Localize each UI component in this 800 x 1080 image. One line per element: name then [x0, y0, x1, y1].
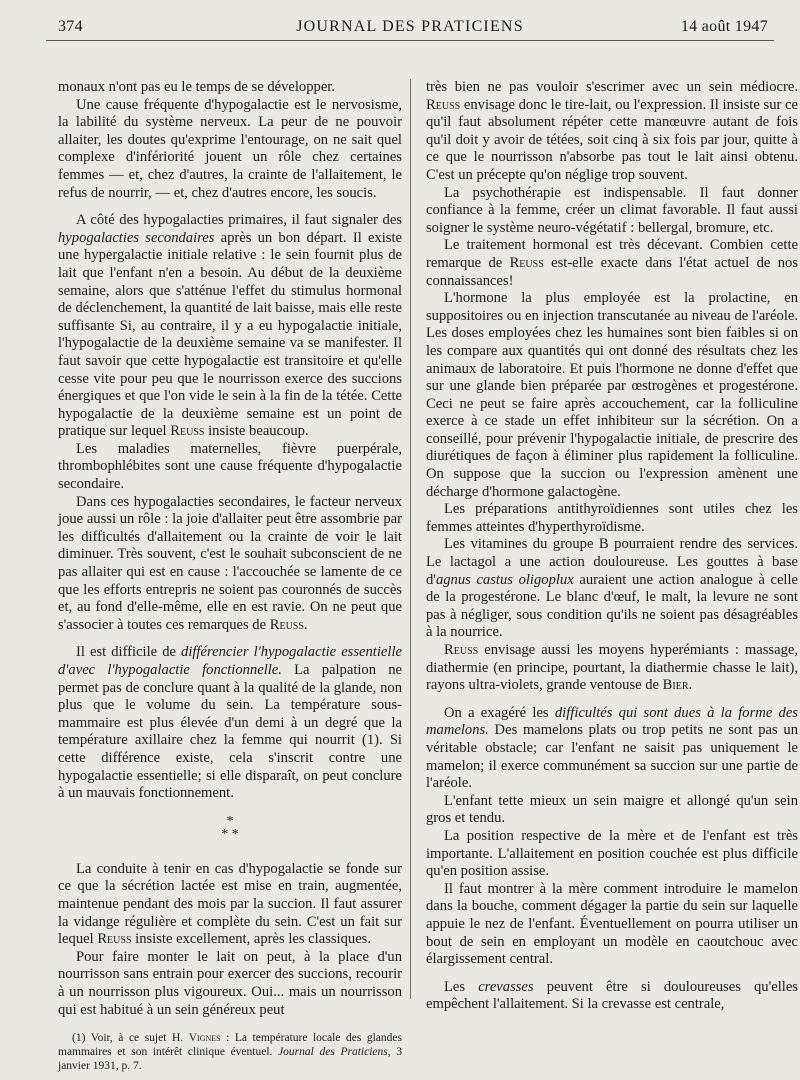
paragraph: A côté des hypogalacties primaires, il faut signaler des hypogalacties secondaires après un bon départ. Il existe une hypergalactie initiale relative : le sein fournit plus de lait que l'enfant n'en a besoin. Au début de la deuxième semaine, alors que s'atténue l'effet du stimulus hormonal de déclenchement, la quantité de lait baisse, mais elle reste suffisante Si, au contraire, il y a eu hypogalactie initiale, l'hypogalactie de la deuxième semaine va se manifester. Il faut savoir que cette hypogalactie est transitoire et qu'elle cesse vite pour peu que le nourrisson exerce des succions énergiques et que l'on vide le sein à la fin de la tétée. Cette hypogalactie de la deuxième semaine est un point de pratique sur lequel Reuss insiste beaucoup.	[58, 212, 402, 440]
paragraph: très bien ne pas vouloir s'escrimer avec un sein médiocre. Reuss envisage donc le tire-lait, ou l'expression. Il insiste sur ce qu'il faut absolument répéter cette manœuvre autant de fois qu'il doit y avoir de tétées, soit cinq à six fois par jour, quitte à ce que le nourrisson n'absorbe pas tout le lait ainsi obtenu. C'est un précepte qu'on néglige trop souvent.	[426, 79, 798, 183]
running-header	[46, 16, 774, 41]
column-divider	[410, 79, 411, 999]
paragraph: La psychothérapie est indispensable. Il faut donner confiance à la femme, créer un climat favorable. Il faut aussi soigner le système neuro-végétatif : bellergal, bromure, etc.	[426, 184, 798, 236]
right-column	[426, 79, 798, 1014]
issue-date: 14 août 1947	[680, 18, 768, 35]
paragraph: La conduite à tenir en cas d'hypogalactie se fonde sur ce que la sécrétion lactée est mise en train, augmentée, maintenue pendant des mois par la succion. Il faut assurer la vidange régulière et complète du sein. C'est un fait sur lequel Reuss insiste excellement, après les classiques.	[58, 860, 402, 948]
emphasis: crevasses	[478, 978, 534, 995]
paragraph: La position respective de la mère et de l'enfant est très importante. L'allaitement en position couchée est plus difficile qu'en position assise.	[426, 827, 798, 880]
paragraph: Les crevasses peuvent être si douloureuses qu'elles empêchent l'allaitement. Si la crevasse est centrale,	[426, 978, 798, 1013]
paragraph: Dans ces hypogalacties secondaires, le facteur nerveux joue aussi un rôle : la joie d'allaiter peut être assombrie par les difficultés d'allaitement ou la crainte de voir le lait diminuer. Très souvent, c'est le souhait subconscient de ne pas allaiter qui est en cause : l'accouchée se lamente de ce que les efforts entrepris ne soient pas couronnés de succès et, au fond d'elle-même, elle en est ravie. On ne peut que s'associer à toutes ces remarques de Reuss.	[58, 493, 402, 633]
section-separator: * * *	[221, 813, 239, 842]
paragraph: Le traitement hormonal est très décevant. Combien cette remarque de Reuss est-elle exacte dans l'état actuel de nos connaissances!	[426, 237, 798, 289]
left-column	[58, 79, 402, 1073]
author-name: Bier.	[662, 677, 693, 694]
paragraph: monaux n'ont pas eu le temps de se développer.	[58, 79, 336, 95]
author-name: Reuss	[426, 96, 461, 113]
author-name: Reuss	[444, 642, 479, 658]
author-name: Reuss	[170, 423, 205, 440]
paragraph: Reuss envisage aussi les moyens hyperémiants : massage, diathermie (en principe, pourtant, la diathermie chasse le lait), rayons ultra-violets, grande ventouse de Bier.	[426, 642, 798, 694]
page-number: 374	[58, 18, 83, 35]
paragraph: Les maladies maternelles, fièvre puerpérale, thrombophlébites sont une cause fréquente d'hypogalactie secondaire.	[58, 440, 402, 493]
journal-title: JOURNAL DES PRATICIENS	[296, 18, 524, 35]
emphasis: agnus castus oligoplux	[435, 571, 574, 588]
author-name: Reuss	[97, 931, 132, 948]
emphasis: hypogalacties secondaires	[58, 229, 215, 246]
footnote: (1) Voir, à ce sujet H. Vignes : La température locale des glandes mammaires et son intérêt clinique éventuel. Journal des Praticiens, 3 janvier 1931, p. 7.	[58, 1032, 403, 1073]
paragraph: Les préparations antithyroïdiennes sont utiles chez les femmes atteintes d'hyperthyroïdisme.	[426, 501, 798, 535]
paragraph: On a exagéré les difficultés qui sont dues à la forme des mamelons. Des mamelons plats ou trop petits ne sont pas un véritable obstacle; car l'enfant ne saisit pas uniquement le mamelon; il exerce communément sa succion sur une partie de l'aréole.	[426, 704, 798, 792]
paragraph: Une cause fréquente d'hypogalactie est le nervosisme, la labilité du système nerveux. La peur de ne pouvoir allaiter, les doutes qu'exprime l'entourage, on ne sait quel complexe d'infériorité jouent un rôle chez certaines femmes — et, chez d'autres, la crainte de l'allaitement, le refus de nourrir, — et, chez d'autres encore, les soucis.	[58, 96, 402, 201]
author-name: Reuss.	[269, 616, 308, 633]
journal-reference: Journal des Praticiens,	[278, 1046, 391, 1059]
paragraph: Il faut montrer à la mère comment introduire le mamelon dans la bouche, comment dégager la partie du sein sur laquelle appuie le nez de l'enfant. Éventuellement on pourra utiliser un bout de sein en employant un modèle en caoutchouc avec élargissement central.	[426, 880, 798, 968]
paragraph: L'enfant tette mieux un sein maigre et allongé qu'un sein gros et tendu.	[426, 792, 798, 827]
author-name: Vignes	[188, 1032, 221, 1045]
paragraph: Pour faire monter le lait on peut, à la place d'un nourrisson sans entrain pour exercer des succions, recourir à un nourrisson plus vigoureux. Oui... mais un nourrisson qui est habitué à un sein généreux peut	[58, 948, 402, 1018]
paragraph: Les vitamines du groupe B pourraient rendre des services. Le lactagol a une action douloureuse. Les gouttes à base d'agnus castus oligoplux auraient une action analogue à celle de la progestérone. Le blanc d'œuf, le malt, la levure ne sont pas à négliger, sous condition qu'ils ne soient pas désagréables à la nourrice.	[426, 536, 799, 641]
emphasis: différencier l'hypogalactie essentielle d'avec l'hypogalactie fonctionnelle.	[58, 644, 402, 678]
author-name: Reuss	[509, 254, 544, 271]
emphasis: difficultés qui sont dues à la forme des mamelons.	[426, 704, 798, 739]
paragraph: L'hormone la plus employée est la prolactine, en suppositoires ou en injection transcutanée au niveau de l'aréole. Les doses employées chez les humaines sont bien faibles si on les compare aux quantités qui ont donné des résultats chez les animaux de laboratoire. Et puis l'hormone ne donne d'effet que sur une glande bien préparée par œstrogènes et progestérone. Ceci ne peut se faire après accouchement, car la folliculine exerce à ce stade un effet inhibiteur sur la sécrétion. On a conseillé, pour prévenir l'hypogalactie initiale, de prescrire des diurétiques de façon à éliminer plus rapidement la folliculine. On suppose que la succion ou l'expression amènent une décharge d'hormone galactogène.	[426, 290, 798, 500]
paragraph: Il est difficile de différencier l'hypogalactie essentielle d'avec l'hypogalactie fonctionnelle. La palpation ne permet pas de conclure quant à la qualité de la glande, non plus que le volume du sein. La température sous-mammaire est plus élevée d'un demi à un degré que la température axillaire chez la femme qui nourrit (1). Si cette différence existe, cela s'inscrit contre une hypogalactie essentielle; si elle disparaît, on peut conclure à un mauvais fonctionnement.	[58, 644, 402, 802]
